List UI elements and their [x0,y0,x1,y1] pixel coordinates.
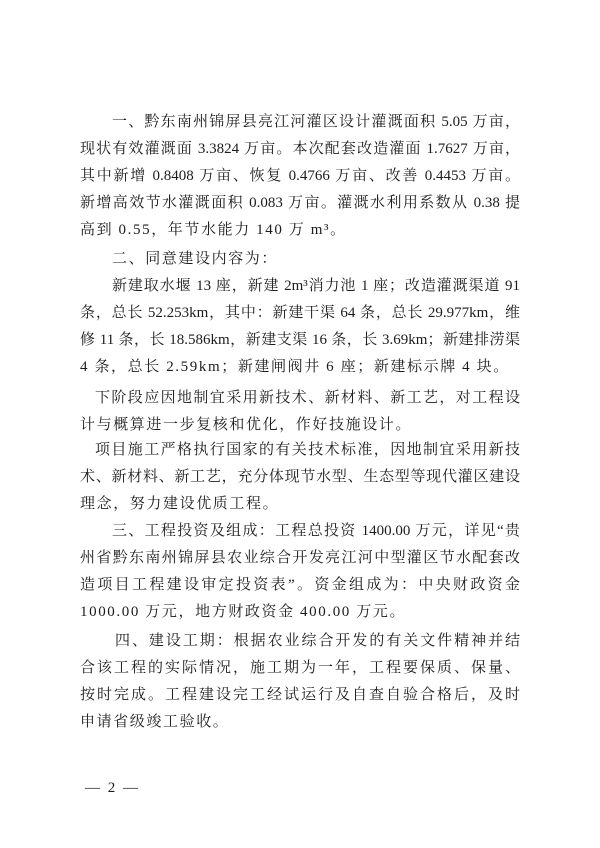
text-line: 4 条，总长 2.59km；新建闸阀井 6 座；新建标示牌 4 块。 [80,359,510,375]
text-line: 申请省级竣工验收。 [80,714,230,730]
paragraph-irrigation-area [80,109,520,244]
text-line: 现状有效灌溉面 3.3824 万亩。本次配套改造灌面 1.7627 万亩， [80,141,520,157]
text-line: 理念，努力建设优质工程。 [80,496,280,512]
text-line: 其中新增 0.8408 万亩、恢复 0.4766 万亩、改善 0.4453 万亩。 [80,168,520,184]
paragraph-investment [80,518,520,626]
text-line: 术、新材料、新工艺，充分体现节水型、生态型等现代灌区建设 [80,469,520,485]
paragraph-construction-heading [80,246,520,273]
text-line: 三、工程投资及组成：工程总投资 1400.00 万元，详见“贵 [112,523,520,539]
paragraph-construction-standards [80,437,520,518]
text-line: 一、黔东南州锦屏县亮江河灌区设计灌溉面积 5.05 万亩， [112,114,520,130]
text-line: 造项目工程建设审定投资表”。资金组成为：中央财政资金 [80,577,520,593]
text-line: 1000.00 万元，地方财政资金 400.00 万元。 [80,604,407,620]
text-line: 合该工程的实际情况，施工期为一年，工程要保质、保量、 [80,660,520,676]
text-line: 新建取水堰 13 座，新建 2m³消力池 1 座；改造灌溉渠道 91 [112,278,520,294]
page-number: — 2 — [85,780,140,796]
text-line: 新增高效节水灌溉面积 0.083 万亩。灌溉水利用系数从 0.38 提 [80,195,520,211]
text-line: 四、建设工期：根据农业综合开发的有关文件精神并结 [115,633,520,649]
text-line: 计与概算进一步复核和优化，作好技施设计。 [80,417,413,433]
text-line: 按时完成。工程建设完工经试运行及自查自验合格后，及时 [80,687,520,703]
text-line: 州省黔东南州锦屏县农业综合开发亮江河中型灌区节水配套改 [80,550,520,566]
text-line: 修 11 条，长 18.586km，新建支渠 16 条，长 3.69km；新建排涝渠 [80,332,520,348]
text-line: 条，总长 52.253km，其中：新建干渠 64 条，总长 29.977km，维 [80,305,520,321]
paragraph-construction-period [80,628,520,736]
paragraph-next-stage [80,385,520,439]
text-line: 项目施工严格执行国家的有关技术标准，因地制宜采用新技 [95,442,520,458]
paragraph-construction-content [80,273,520,381]
text-line: 下阶段应因地制宜采用新技术、新材料、新工艺，对工程设 [95,390,520,406]
text-line: 高到 0.55，年节水能力 140 万 m³。 [80,222,347,238]
text-line: 二、同意建设内容为： [112,251,279,267]
